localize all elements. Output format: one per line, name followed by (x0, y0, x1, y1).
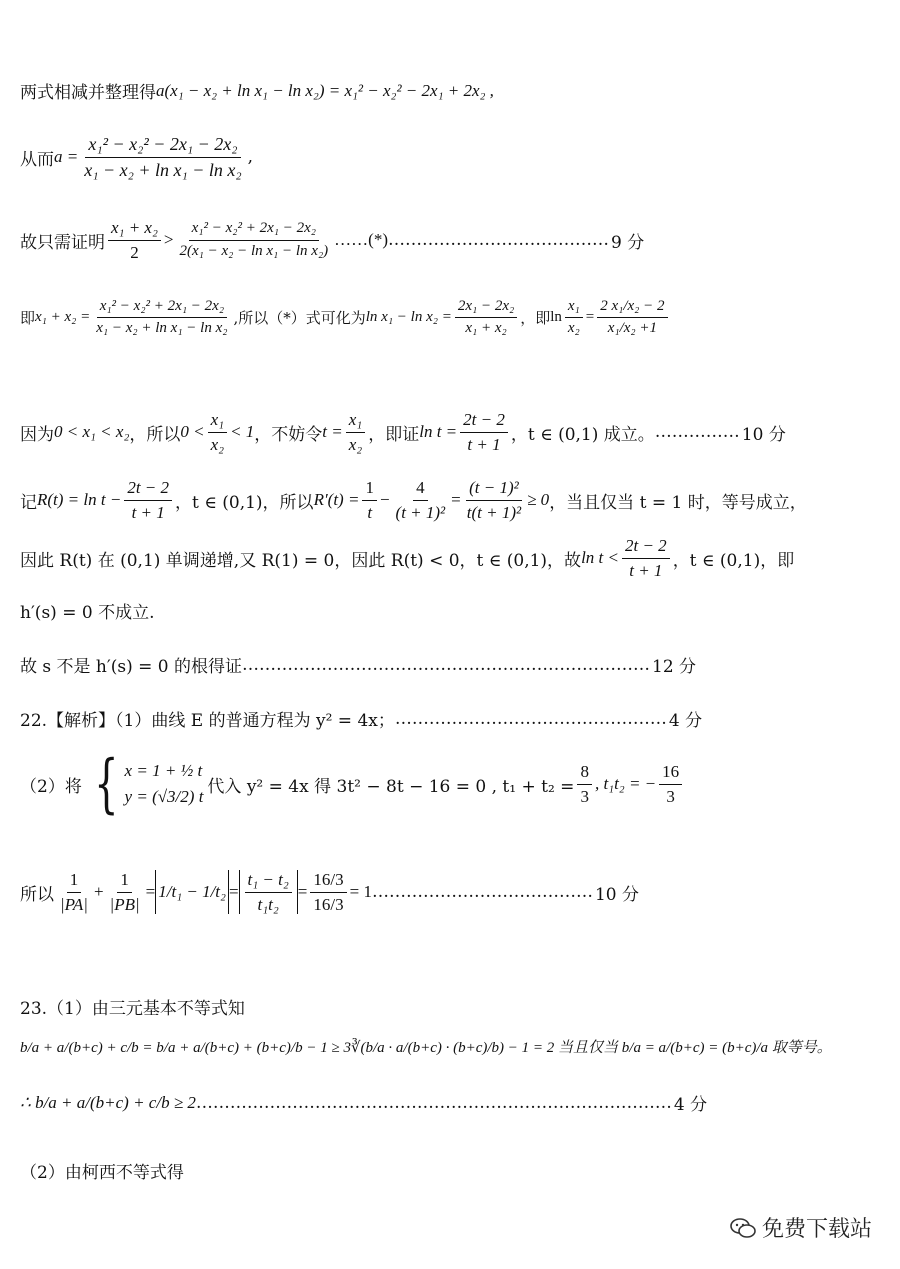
line-3 (20, 218, 644, 262)
text: 即 (20, 309, 36, 328)
text: h′(s) = 0 不成立. (20, 603, 155, 623)
text: （2）由柯西不等式得 (20, 1163, 184, 1183)
numerator: x₁ (208, 410, 227, 433)
text: ，t ∈ (0,1)，所以 (175, 492, 314, 513)
fraction (460, 410, 508, 454)
numerator: 8 (577, 762, 592, 785)
fraction (107, 870, 143, 914)
compound-fraction (310, 870, 346, 914)
line-5 (20, 410, 786, 454)
denominator: |PA| (60, 894, 88, 914)
fraction (176, 220, 331, 260)
fraction (464, 478, 524, 522)
fraction (93, 298, 230, 338)
line-14 (20, 1036, 832, 1057)
numerator: x₁² − x₂² + 2x₁ − 2x₂ (189, 220, 319, 240)
numerator: 4 (413, 478, 428, 501)
numerator: (t − 1)² (466, 478, 522, 501)
text: , (247, 147, 254, 168)
text: ，即 (520, 309, 551, 328)
text: 所以 (20, 884, 54, 905)
line-16 (20, 1158, 184, 1183)
dot-leader: ………………………………… (388, 230, 609, 251)
numerator: x₁ + x₂ (108, 218, 161, 241)
denominator: |PB| (109, 894, 140, 914)
numerator: t₁ − t₂ (245, 870, 292, 893)
text: 故只需证明 (20, 232, 105, 253)
fraction (208, 410, 227, 454)
equals-sign: = (145, 882, 156, 902)
denominator: (t + 1)² (395, 502, 446, 522)
dot-leader: ………………………………………………………………………… (195, 1092, 672, 1113)
denominator: x₂ (567, 320, 580, 337)
denominator: x₁ + x₂ (465, 320, 507, 337)
fraction (57, 870, 91, 914)
brand-text: 免费下载站 (761, 1217, 872, 1242)
line-10 (20, 706, 702, 731)
relation: = (585, 309, 595, 326)
system-rows (125, 761, 204, 807)
coef: 2 (600, 298, 608, 314)
math-expr: ln t < (581, 548, 619, 568)
watermark: ​ (549, 191, 571, 243)
math-expr: , t₁t₂ = − (594, 774, 657, 793)
footer-brand (730, 1212, 872, 1243)
brace: { (93, 747, 119, 821)
ratio: x₁/x₂ (611, 298, 640, 314)
denominator: 2(x₁ − x₂ − ln x₁ − ln x₂) (179, 242, 329, 259)
dot-leader: ……………………………………………………………… (242, 654, 651, 675)
denominator: 3 (666, 786, 675, 806)
line-15 (20, 1090, 707, 1115)
text: 故 s 不是 h′(s) = 0 的根得证 (20, 657, 243, 677)
line-2 (20, 134, 253, 180)
numerator: 1 (117, 870, 132, 893)
math-expr: R(t) = ln t − (37, 490, 122, 510)
denominator: t + 1 (467, 434, 501, 454)
relation: > (163, 230, 174, 250)
text: ，所以 (129, 424, 181, 445)
score-label: 12 分 (652, 657, 697, 677)
fraction (565, 298, 583, 338)
text: 因为 (20, 424, 54, 445)
fraction (346, 410, 365, 454)
text: 两式相减并整理得 (20, 83, 156, 103)
math-ln: ln (550, 309, 562, 326)
denominator: 2 (130, 242, 139, 262)
fraction (245, 870, 292, 914)
score-label: 10 分 (594, 884, 639, 905)
equals-sign: = (451, 490, 461, 510)
numerator: x₁² − x₂² + 2x₁ − 2x₂ (97, 298, 227, 318)
math-expr: t = (322, 422, 343, 442)
fraction (393, 478, 449, 522)
fraction (577, 762, 592, 806)
minus-sign: − (379, 490, 390, 510)
equation-mark: ……(*) (334, 230, 388, 250)
absolute-value: 1/t₁ − 1/t₂ (155, 870, 229, 914)
ratio: x₁/x₂ (607, 320, 636, 337)
score-label: 4 分 (668, 711, 703, 731)
text: 从而 (20, 149, 54, 170)
text: 23.（1）由三元基本不等式知 (20, 999, 245, 1019)
fraction (455, 298, 517, 338)
line-4 (20, 298, 671, 338)
math-expr: R′(t) = (313, 490, 360, 510)
equation-system (86, 747, 204, 821)
term: +1 (639, 320, 658, 337)
wechat-icon (730, 1217, 756, 1239)
plus-sign: + (93, 882, 104, 902)
numerator: 2t − 2 (124, 478, 172, 501)
denominator: t + 1 (629, 560, 663, 580)
numerator: x₁ (346, 410, 365, 433)
numerator: 2t − 2 (622, 536, 670, 559)
line-9 (20, 652, 696, 677)
denominator: t + 1 (131, 502, 165, 522)
fraction (124, 478, 172, 522)
fraction (81, 134, 244, 180)
denominator: 16/3 (313, 894, 344, 914)
equals-sign: = (297, 882, 308, 902)
math-expr: 0 < x₁ < x₂ (54, 422, 130, 442)
text: 代入 y² = 4x 得 3t² − 8t − 16 = 0 , t₁ + t₂ = (207, 776, 575, 797)
numerator: 1 (67, 870, 82, 893)
term: − 2 (643, 298, 665, 314)
math-expr: ln x₁ − ln x₂ = (365, 309, 452, 326)
math-expr: a(x₁ − x₂ + ln x₁ − ln x₂) = x₁² − x₂² − 2x₁ + 2x₂ , (156, 80, 494, 100)
math-lhs: a = (54, 147, 79, 167)
denominator: x₁ − x₂ + ln x₁ − ln x₂ (96, 320, 228, 337)
compound-fraction (597, 298, 667, 338)
fraction (659, 762, 682, 806)
text: ，t ∈ (0,1) 成立。 (510, 424, 655, 445)
denominator: x₁ − x₂ + ln x₁ − ln x₂ (84, 159, 242, 180)
text: ,所以（*）式可化为 (233, 309, 366, 328)
line-12 (20, 870, 639, 914)
fraction (362, 478, 377, 522)
denominator (605, 318, 660, 337)
line-7 (20, 536, 794, 580)
dot-leader: ………………………………………… (394, 708, 667, 729)
numerator: x₁² − x₂² − 2x₁ − 2x₂ (85, 134, 240, 158)
text: 22.【解析】（1）曲线 E 的普通方程为 y² = 4x； (20, 711, 395, 731)
numerator: x₁ (565, 298, 583, 318)
score-label: 4 分 (673, 1095, 708, 1115)
system-row: y = (√3/2) t (124, 787, 204, 806)
dot-leader: ………………………………… (371, 882, 593, 903)
denominator: t₁t₂ (257, 894, 279, 914)
numerator: 1 (362, 478, 377, 501)
system-row: x = 1 + ½ t (124, 761, 203, 780)
denominator: t (367, 502, 373, 522)
text: ，不妨令 (254, 424, 323, 445)
fraction (622, 536, 670, 580)
math-expr: ∴ b/a + a/(b+c) + c/b ≥ 2 (20, 1092, 196, 1112)
text: ，当且仅当 t = 1 时，等号成立， (549, 492, 807, 513)
math-expr: 0 < (180, 422, 205, 442)
line-8 (20, 598, 154, 623)
numerator (597, 298, 667, 318)
text: （2）将 (20, 776, 82, 797)
math-lhs: x₁ + x₂ = (35, 309, 91, 326)
text: 记 (20, 492, 37, 513)
denominator: x₂ (348, 434, 363, 454)
denominator: x₂ (210, 434, 225, 454)
numerator: 16/3 (310, 870, 346, 893)
numerator: 16 (659, 762, 682, 785)
math-expr: < 1 (230, 422, 255, 442)
math-expr: ≥ 0 (527, 490, 550, 510)
denominator: t(t + 1)² (466, 502, 522, 522)
text: ，即证 (368, 424, 420, 445)
fraction (108, 218, 161, 262)
text: ，t ∈ (0,1)，即 (672, 550, 795, 571)
result: = 1 (349, 882, 372, 902)
equals-sign: = (228, 882, 239, 902)
score-label: 10 分 (741, 424, 786, 445)
text: 因此 R(t) 在 (0,1) 单调递增,又 R(1) = 0，因此 R(t) < 0，t ∈ (0,1)，故 (20, 550, 582, 571)
absolute-value (239, 870, 298, 914)
line-13 (20, 994, 245, 1019)
denominator: 3 (580, 786, 589, 806)
line-1 (20, 78, 494, 103)
score-label: 9 分 (611, 232, 645, 253)
line-6 (20, 478, 807, 522)
math-expr: b/a + a/(b+c) + c/b = b/a + a/(b+c) + (b+c)/b − 1 ≥ 3∛(b/a · a/(b+c) · (b+c)/b) − 1 = 2 当且仅当 b/a = a/(b+c) = (b+c)/a 取等号。 (20, 1040, 832, 1056)
dot-leader: …………… (654, 422, 740, 443)
line-11 (20, 747, 685, 821)
numerator: 2x₁ − 2x₂ (455, 298, 517, 318)
math-expr: ln t = (419, 422, 458, 442)
numerator: 2t − 2 (460, 410, 508, 433)
